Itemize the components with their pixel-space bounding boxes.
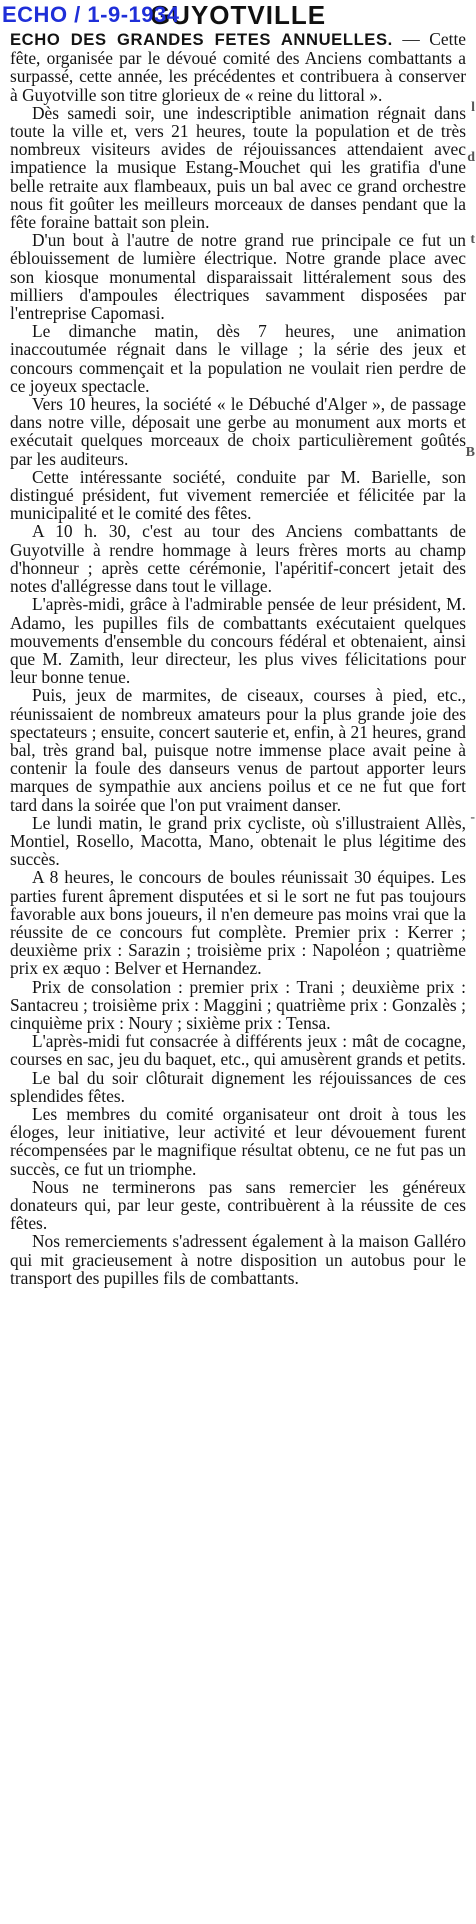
article-headline: ECHO DES GRANDES FETES ANNUELLES.: [10, 30, 393, 49]
locality-masthead: GUYOTVILLE: [149, 0, 327, 30]
paragraph-gallero-thanks: Nos remerciements s'adressent également à la maison Galléro qui mit gracieusement à notre disposition un autobus pour le transport des pupilles fils de combattants.: [10, 1231, 466, 1288]
lead-paragraph: [10, 30, 466, 104]
paragraph-debuche-society: Vers 10 heures, la société « le Débuché d'Alger », de passage dans notre ville, déposait une gerbe au monument aux morts et exécutait quelques morceaux de choix particulièrement goûtés par les auditeurs.: [10, 394, 466, 469]
article-body: [10, 30, 466, 1287]
paragraph-society-thanks: Cette intéressante société, conduite par M. Barielle, son distingué président, fut vivement remerciée et félicitée par la municipalité et le comité des fêtes.: [10, 466, 466, 524]
paragraph-donors-thanks: Nous ne terminerons pas sans remercier les généreux donateurs qui, par leur geste, contribuèrent à la réussite de ces fêtes.: [10, 1176, 466, 1234]
edge-mark: B: [465, 445, 475, 460]
paragraph-boules-contest: A 8 heures, le concours de boules réunissait 30 équipes. Les parties furent âprement disputées et si le sort ne fut pas toujours favorable aux bons joueurs, il n'en demeure pas moins vrai que la réussite de ce concours fut complète. Premier prix : Kerrer ; deuxième prix : Sarazin ; troisième prix : Napoléon ; quatrième prix ex æquo : Belver et Hernandez.: [10, 867, 466, 979]
lead-text: — Cette fête, organisée par le dévoué comité des Anciens combattants a surpassé, cette année, les précédentes et contribuera à conserver à Guyotville son titre glorieux de « reine du littoral ».: [10, 29, 466, 105]
edge-mark: t: [470, 232, 475, 247]
paragraph-evening-ball: Le bal du soir clôturait dignement les réjouissances de ces splendides fêtes.: [10, 1067, 466, 1106]
paragraph-pupils-display: L'après-midi, grâce à l'admirable pensée de leur président, M. Adamo, les pupilles fils de combattants exécutaient quelques mouvements d'ensemble du concours fédéral et obtenaient, ainsi que M. Zamith, leur directeur, les plus vives félicitations pour leur bonne tenue.: [10, 594, 466, 688]
paragraph-afternoon-games: L'après-midi fut consacrée à différents jeux : mât de cocagne, courses en sac, jeu du baquet, etc., qui amusèrent grands et petits.: [10, 1031, 466, 1070]
archive-date-stamp: ECHO / 1-9-1934: [2, 2, 180, 27]
paragraph-saturday-evening: Dès samedi soir, une indescriptible animation régnait dans toute la ville et, vers 21 heures, toute la population et de très nombreux visiteurs avides de réjouissances attendaient avec impatience la musique Estang-Mouchet qui les gratifia d'une belle retraite aux flambeaux, puis un bal avec ce grand orchestre nous fit goûter les meilleurs morceaux de danses pendant que la fête foraine battait son plein.: [10, 102, 466, 233]
newspaper-clipping: [10, 0, 466, 1924]
adjacent-column-edge: [466, 0, 476, 1924]
paragraph-veterans-homage: A 10 h. 30, c'est au tour des Anciens combattants de Guyotville à rendre hommage à leurs frères morts au champ d'honneur ; après cette cérémonie, l'apéritif-concert jetait des notes d'allégresse dans tout le village.: [10, 521, 466, 597]
paragraph-games-and-ball: Puis, jeux de marmites, de ciseaux, courses à pied, etc., réunissaient de nombreux amateurs pour la plus grande joie des spectateurs ; ensuite, concert sauterie et, enfin, à 21 heures, grand bal, très grand bal, puisque notre immense place avait peine à contenir la foule des danseurs venus de partout apporter leurs marques de sympathie aux anciens poilus et ce ne fut que fort tard dans la soirée que l'on put vraiment danser.: [10, 685, 466, 815]
paragraph-cycling-race: Le lundi matin, le grand prix cycliste, où s'illustraient Allès, Montiel, Rosello, Macotta, Mano, obtenait le plus légitime des succès.: [10, 812, 466, 870]
edge-mark: -: [470, 810, 475, 825]
paragraph-consolation-prizes: Prix de consolation : premier prix : Trani ; deuxième prix : Santacreu ; troisième prix : Maggini ; quatrième prix : Gonzalès ; cinquième prix : Noury ; sixième prix : Tensa.: [10, 976, 466, 1033]
paragraph-illumination: D'un bout à l'autre de notre grand rue principale ce fut un éblouissement de lumière électrique. Notre grande place avec son kiosque monumental disparaissait littéralement sous des milliers d'ampoules électriques savamment disposées par l'entreprise Capomasi.: [10, 230, 466, 324]
paragraph-committee-praise: Les membres du comité organisateur ont droit à tous les éloges, leur initiative, leur activité et leur dévouement furent récompensées par le magnifique résultat obtenu, ce ne fut pas un succès, ce fut un triomphe.: [10, 1103, 466, 1179]
edge-mark: d: [467, 150, 475, 165]
edge-mark: l: [471, 100, 475, 115]
paragraph-sunday-morning: Le dimanche matin, dès 7 heures, une animation inaccoutumée régnait dans le village ; la série des jeux et concours commençait et la population ne voulait rien perdre de ce joyeux spectacle.: [10, 321, 466, 396]
